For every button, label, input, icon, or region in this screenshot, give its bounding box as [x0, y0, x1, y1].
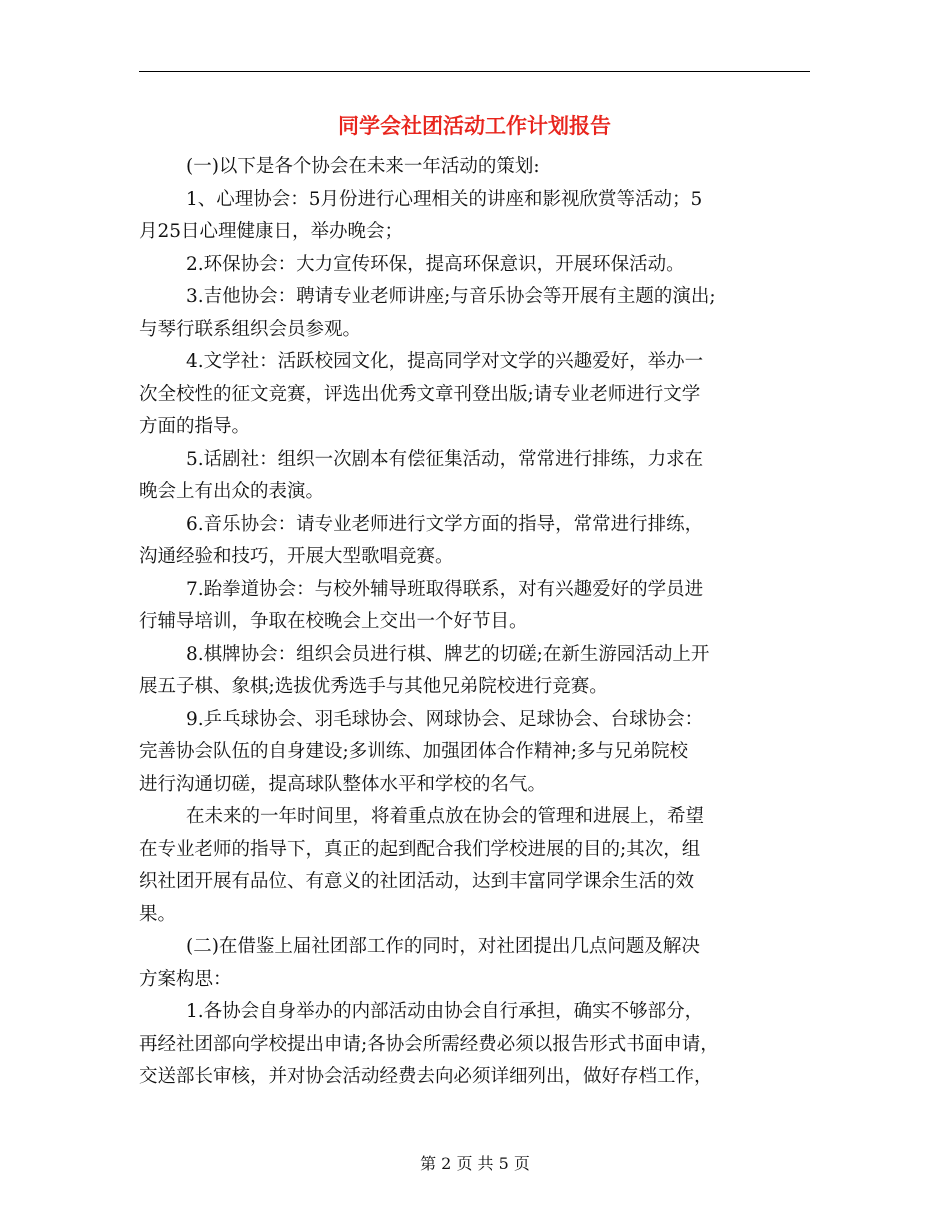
text-line: 在专业老师的指导下，真正的起到配合我们学校进展的目的;其次，组: [139, 838, 701, 860]
paragraph-9: [139, 639, 814, 704]
paragraph-2: [139, 184, 814, 249]
text-line: 交送部长审核，并对协会活动经费去向必须详细列出，做好存档工作，: [139, 1066, 713, 1087]
text-line: 5.话剧社：组织一次剧本有偿征集活动，常常进行排练，力求在: [186, 448, 704, 470]
text-line: 与琴行联系组织会员参观。: [139, 318, 362, 340]
paragraph-1: [139, 151, 814, 184]
text-line: (一)以下是各个协会在未来一年活动的策划:: [186, 156, 540, 177]
paragraph-7: [139, 509, 814, 574]
text-line: 次全校性的征文竞赛，评选出优秀文章刊登出版;请专业老师进行文学: [139, 383, 701, 405]
text-line: 果。: [139, 903, 177, 925]
text-line: 9.乒乓球协会、羽毛球协会、网球协会、足球协会、台球协会：: [186, 708, 704, 730]
text-line: 织社团开展有品位、有意义的社团活动，达到丰富同学课余生活的效: [139, 871, 695, 892]
text-line: 进行沟通切磋，提高球队整体水平和学校的名气。: [139, 773, 547, 795]
paragraph-12: [139, 931, 814, 996]
paragraph-13: [139, 996, 814, 1094]
paragraph-6: [139, 444, 814, 509]
text-line: (二)在借鉴上届社团部工作的同时，对社团提出几点问题及解决: [186, 936, 700, 957]
paragraph-8: [139, 574, 814, 639]
text-line: 6.音乐协会：请专业老师进行文学方面的指导，常常进行排练，: [186, 513, 704, 535]
text-line: 行辅导培训，争取在校晚会上交出一个好节目。: [139, 611, 528, 632]
text-line: 4.文学社：活跃校园文化，提高同学对文学的兴趣爱好，举办一: [186, 351, 704, 372]
text-line: 1、心理协会：5月份进行心理相关的讲座和影视欣赏等活动；5: [186, 188, 703, 210]
text-line: 沟通经验和技巧，开展大型歌唱竞赛。: [139, 546, 454, 567]
text-line: 在未来的一年时间里，将着重点放在协会的管理和进展上，希望: [186, 806, 705, 827]
text-line: 1.各协会自身举办的内部活动由协会自行承担，确实不够部分，: [186, 1001, 704, 1022]
text-line: 2.环保协会：大力宣传环保，提高环保意识，开展环保活动。: [186, 253, 685, 275]
document-body: [139, 151, 814, 1094]
document-title: 同学会社团活动工作计划报告: [338, 114, 611, 138]
paragraph-11: [139, 801, 814, 931]
text-line: 完善协会队伍的自身建设;多训练、加强团体合作精神;多与兄弟院校: [139, 741, 688, 762]
paragraph-10: [139, 704, 814, 802]
text-line: 月25日心理健康日，举办晚会；: [139, 221, 404, 242]
paragraph-3: [139, 249, 814, 282]
text-line: 方面的指导。: [139, 416, 251, 437]
paragraph-4: [139, 281, 814, 346]
text-line: 7.跆拳道协会：与校外辅导班取得联系，对有兴趣爱好的学员进: [186, 578, 704, 600]
text-line: 3.吉他协会：聘请专业老师讲座;与音乐协会等开展有主题的演出;: [186, 286, 716, 307]
text-line: 8.棋牌协会：组织会员进行棋、牌艺的切磋;在新生游园活动上开: [186, 643, 710, 665]
paragraph-5: [139, 346, 814, 444]
text-line: 展五子棋、象棋;选拔优秀选手与其他兄弟院校进行竞赛。: [139, 676, 608, 697]
header-rule: [139, 71, 810, 72]
text-line: 再经社团部向学校提出申请;各协会所需经费必须以报告形式书面申请，: [139, 1033, 719, 1055]
page-number: 第 2 页 共 5 页: [420, 1154, 530, 1173]
text-line: 晚会上有出众的表演。: [139, 481, 325, 502]
text-line: 方案构思：: [139, 968, 232, 990]
